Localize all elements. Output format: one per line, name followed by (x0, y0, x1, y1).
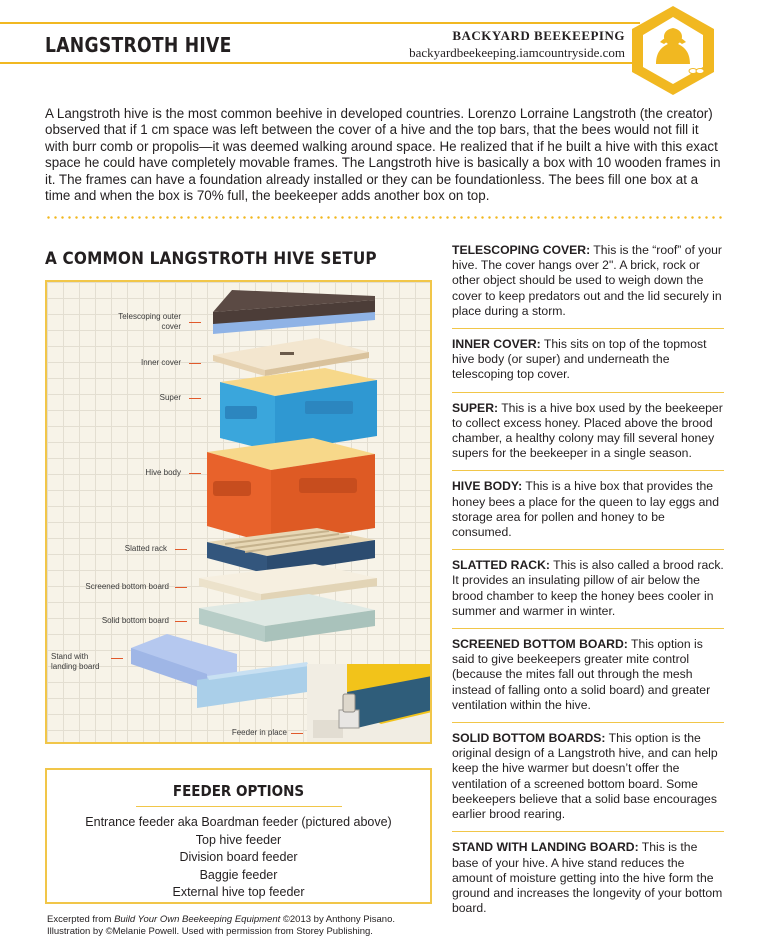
stand-landing-board-illustration (131, 634, 309, 708)
label-feeder-in-place: Feeder in place (231, 728, 287, 737)
telescoping-cover-illustration (213, 290, 375, 334)
label-super: Super (159, 393, 181, 402)
definitions-column (452, 243, 724, 933)
definition-stand-landing-board (452, 840, 724, 925)
leader-solid-bottom-board (175, 621, 187, 622)
solid-bottom-board-illustration (199, 594, 375, 642)
feeder-title-rule (136, 806, 342, 807)
list-item: Division board feeder (179, 850, 298, 864)
list-item: Baggie feeder (199, 867, 278, 882)
brand-block (409, 28, 625, 61)
feeder-photo-inset (307, 664, 432, 744)
definition-term: INNER COVER: (452, 337, 541, 352)
definition-solid-bottom-boards (452, 731, 724, 832)
leader-telescoping-cover (189, 322, 201, 323)
definition-term: HIVE BODY: (452, 479, 523, 494)
leader-screened-bottom-board (175, 587, 187, 588)
definition-text: This option is said to give beekeepers greater mite control (because the mites fall out through the mesh instead of falling onto a solid board) and greater ventilation within the hive. (452, 637, 711, 712)
label-screened-bottom-board: Screened bottom board (85, 582, 169, 591)
definition-text: This sits on top of the topmost hive body (or super) and underneath the telescoping top cover. (452, 337, 707, 382)
leader-hive-body (189, 473, 201, 474)
dotted-divider (45, 216, 725, 219)
screened-bottom-board-illustration (199, 564, 377, 602)
label-stand-landing-board: Stand with landing board (51, 652, 100, 671)
header-top-rule (0, 22, 640, 24)
brand-name: BACKYARD BEEKEEPING (452, 28, 625, 43)
definition-term: SLATTED RACK: (452, 558, 550, 573)
definition-screened-bottom-board (452, 637, 724, 723)
label-inner-cover: Inner cover (140, 358, 181, 367)
definition-term: SUPER: (452, 400, 499, 415)
leader-super (189, 398, 201, 399)
definition-inner-cover (452, 337, 724, 393)
definition-text: This is the “roof” of your hive. The cover hangs over 2". A brick, rock or other object should be used to weigh down the cover to keep predators out and the lid securely in place during a storm. (452, 243, 722, 318)
label-solid-bottom-board: Solid bottom board (101, 616, 169, 625)
label-hive-body: Hive body (145, 468, 181, 477)
feeder-options-box (45, 768, 432, 904)
definition-hive-body (452, 479, 724, 550)
page-title: LANGSTROTH HIVE (45, 33, 232, 57)
brand-url[interactable]: backyardbeekeeping.iamcountryside.com (409, 45, 625, 60)
definition-slatted-rack (452, 558, 724, 629)
leader-stand-landing-board (111, 658, 123, 659)
definition-telescoping-cover (452, 243, 724, 329)
definition-text: This is also called a brood rack. It provides an insulating pillow of air below the brood chamber to keep the honey bees cooler in summer and warmer in winter. (452, 558, 724, 618)
definition-super (452, 401, 724, 472)
leader-feeder-in-place (291, 733, 303, 734)
intro-paragraph: A Langstroth hive is the most common beehive in developed countries. Lorenzo Lorraine Langstroth (the creator) observed that if 1 cm space was left between the cover of a hive and the top bars, that the bees would not fill it with burr comb or propolis—it was deemed walking around space. He realized that if he built a hive with this exact space he could have completely movable frames. The Langstroth hive is basically a box with 10 wooden frames in it. The frames can have a foundation already installed or they can be foundationless. The bees fill one box at a time and when the box is 70% full, the beekeeper adds another box on top. (45, 106, 721, 204)
hive-body-illustration (207, 438, 375, 544)
credit-line-1 (47, 914, 395, 926)
hive-exploded-diagram (47, 282, 432, 744)
definition-text: This is the base of your hive. A hive stand reduces the amount of moisture getting into the hive form the ground and increases the longevity of your bottom board. (452, 840, 723, 916)
definition-term: TELESCOPING COVER: (452, 243, 591, 257)
label-slatted-rack: Slatted rack (124, 544, 167, 553)
definition-text: This is a hive box that provides the honey bees a place for the queen to lay eggs and storage area for pollen and honey to be consumed. (452, 479, 719, 540)
list-item: Entrance feeder aka Boardman feeder (pictured above) (85, 815, 392, 829)
hive-illustration (45, 280, 432, 744)
definition-term: SOLID BOTTOM BOARDS: (452, 731, 606, 746)
super-box-illustration (220, 368, 377, 452)
definition-term: SCREENED BOTTOM BOARD: (452, 637, 628, 652)
credit-prefix: Excerpted from (47, 914, 115, 925)
list-item: Top hive feeder (195, 832, 282, 847)
definition-text: This option is the original design of a Langstroth hive, and can help keep the hive warmer but doesn’t offer the ventilation of a screened bottom board. Some beekeepers believe that a solid base encourages earlier brood rearing. (452, 731, 718, 822)
brand-logo-icon (630, 4, 716, 96)
credit-suffix: ©2013 by Anthony Pisano. (280, 914, 395, 925)
credit-line-2: Illustration by ©Melanie Powell. Used with permission from Storey Publishing. (47, 926, 373, 937)
leader-slatted-rack (175, 549, 187, 550)
leader-inner-cover (189, 363, 201, 364)
credit-book-title: Build Your Own Beekeeping Equipment (114, 914, 281, 925)
label-telescoping-cover: Telescoping outer cover (118, 312, 181, 331)
header-bottom-rule (0, 62, 640, 64)
list-item: External hive top feeder (172, 885, 305, 899)
feeder-options-title: FEEDER OPTIONS (172, 782, 305, 800)
credit-line (47, 914, 395, 938)
setup-section-title: A COMMON LANGSTROTH HIVE SETUP (45, 249, 377, 269)
inner-cover-illustration (213, 338, 369, 376)
feeder-options-list (47, 814, 430, 902)
definition-term: STAND WITH LANDING BOARD: (452, 840, 639, 855)
definition-text: This is a hive box used by the beekeeper to collect excess honey. Placed above the brood chamber, a healthy colony may fill several honey supers for the beekeeper in a single season. (452, 400, 723, 461)
